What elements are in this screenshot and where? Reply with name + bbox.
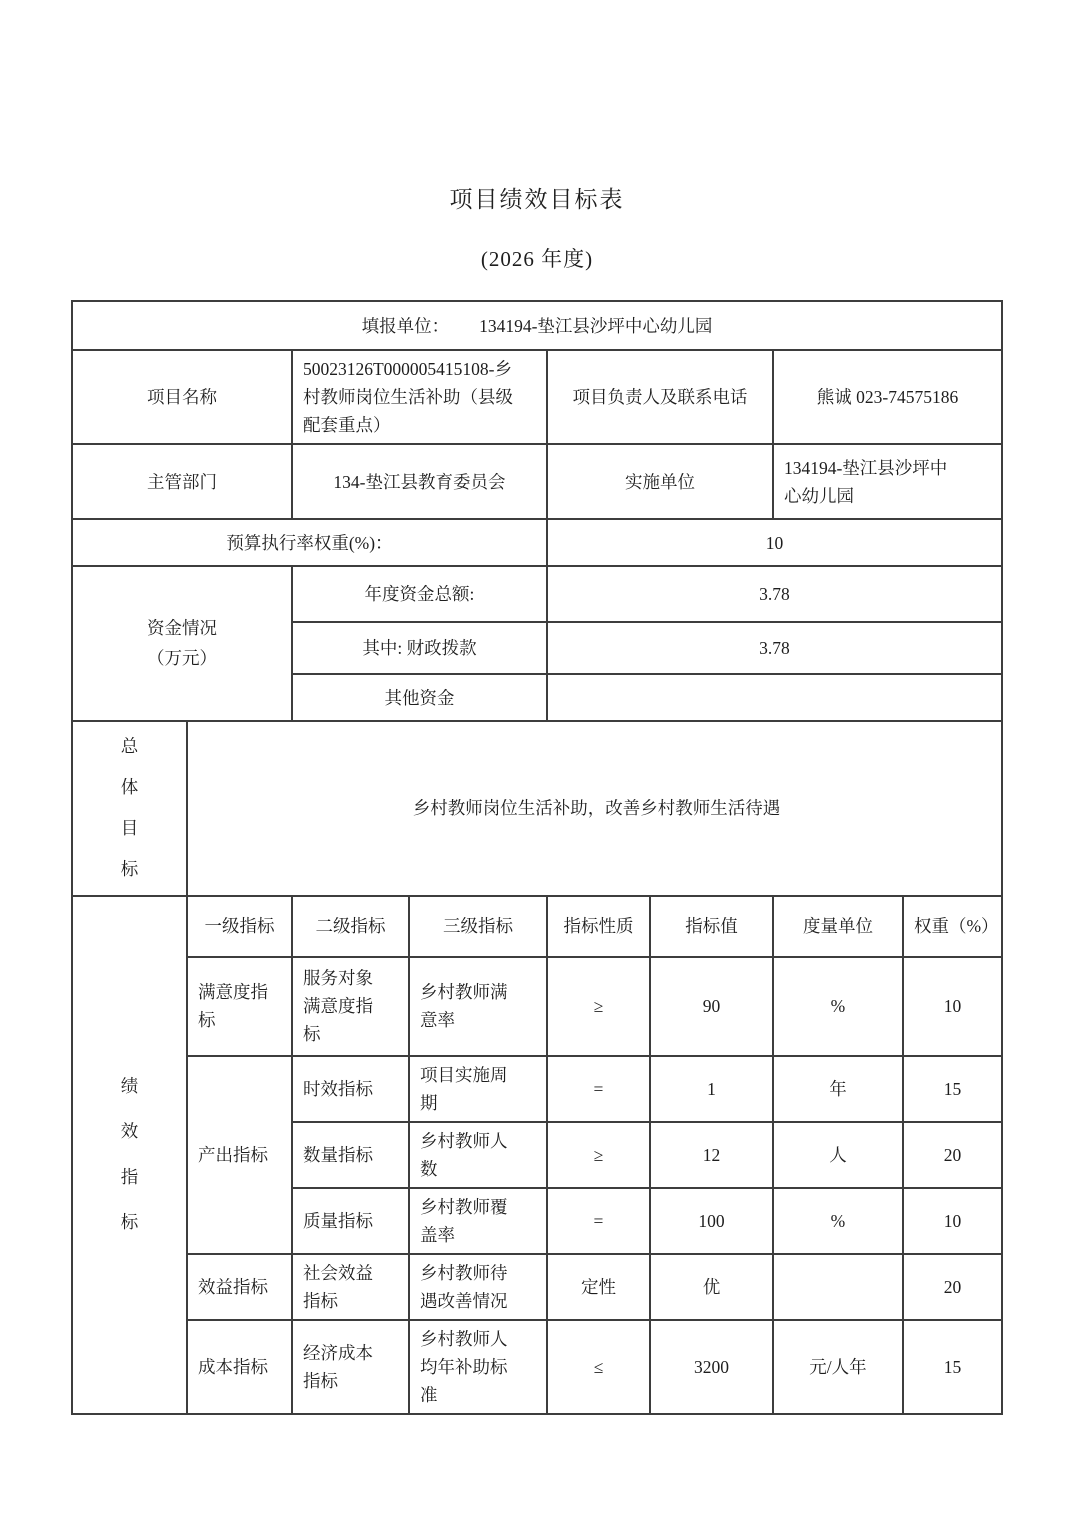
weight-cell: 20 — [903, 1122, 1002, 1188]
header-value-cell: 指标值 — [650, 896, 773, 957]
level3-cell — [409, 1056, 547, 1122]
unit-cell: % — [773, 957, 903, 1056]
level1-text: 产出指标 — [197, 1144, 268, 1165]
funding-fiscal-value-cell: 3.78 — [547, 622, 1002, 674]
nature-cell: = — [547, 1056, 650, 1122]
level3-text: 乡村教师人数 — [419, 1130, 508, 1179]
project-name-row — [72, 350, 1002, 444]
level3-cell — [409, 1188, 547, 1254]
header-level3-cell: 三级指标 — [409, 896, 547, 957]
level3-text: 乡村教师覆盖率 — [419, 1196, 508, 1245]
project-name-value-cell — [292, 350, 547, 444]
nature-cell: ≥ — [547, 957, 650, 1056]
level3-text: 项目实施周期 — [419, 1064, 508, 1113]
nature-cell: ≤ — [547, 1320, 650, 1414]
level2-cell — [292, 1188, 409, 1254]
project-name-label-cell: 项目名称 — [72, 350, 292, 444]
level1-cell — [187, 1254, 292, 1320]
level2-cell — [292, 1320, 409, 1414]
budget-weight-row — [72, 519, 1002, 566]
level1-text: 成本指标 — [197, 1356, 268, 1377]
level2-cell — [292, 1056, 409, 1122]
value-cell: 优 — [650, 1254, 773, 1320]
project-manager-value-cell: 熊诚 023-74575186 — [773, 350, 1002, 444]
unit-cell: 年 — [773, 1056, 903, 1122]
level2-cell — [292, 957, 409, 1056]
header-level1-cell: 一级指标 — [187, 896, 292, 957]
funding-fiscal-label-cell: 其中: 财政拨款 — [292, 622, 547, 674]
indicators-label: 绩效指标 — [120, 1075, 139, 1232]
overall-goal-content-cell: 乡村教师岗位生活补助，改善乡村教师生活待遇 — [187, 721, 1002, 896]
level1-cell — [187, 957, 292, 1056]
level3-text: 乡村教师满意率 — [419, 982, 508, 1030]
report-unit-label: 填报单位： — [361, 315, 450, 336]
project-name-value: 50023126T000005415108-乡村教师岗位生活补助（县级配套重点） — [302, 359, 513, 435]
dept-row — [72, 444, 1002, 519]
dept-value-cell: 134-垫江县教育委员会 — [292, 444, 547, 519]
nature-cell: 定性 — [547, 1254, 650, 1320]
level3-text: 乡村教师人均年补助标准 — [419, 1328, 508, 1405]
page-subtitle: (2026 年度) — [480, 247, 594, 271]
funding-total-value-cell: 3.78 — [547, 566, 1002, 622]
budget-weight-value-cell: 10 — [547, 519, 1002, 566]
level3-cell — [409, 1254, 547, 1320]
report-unit-cell — [72, 301, 1002, 350]
funding-other-value-cell — [547, 674, 1002, 721]
level3-cell — [409, 1122, 547, 1188]
indicators-label-cell — [72, 896, 187, 1414]
indicator-row-satisfaction — [72, 957, 1002, 1056]
impl-value: 134194-垫江县沙坪中心幼儿园 — [783, 457, 948, 506]
level1-text: 效益指标 — [197, 1276, 268, 1297]
nature-cell: = — [547, 1188, 650, 1254]
funding-label-cell — [72, 566, 292, 721]
dept-label-cell: 主管部门 — [72, 444, 292, 519]
header-nature-cell: 指标性质 — [547, 896, 650, 957]
indicator-header-row — [72, 896, 1002, 957]
value-cell: 1 — [650, 1056, 773, 1122]
performance-target-table — [71, 300, 1003, 1415]
level1-cell — [187, 1320, 292, 1414]
value-cell: 12 — [650, 1122, 773, 1188]
value-cell: 100 — [650, 1188, 773, 1254]
level1-cell — [187, 1056, 292, 1254]
budget-weight-label-cell: 预算执行率权重(%)： — [72, 519, 547, 566]
weight-cell: 15 — [903, 1320, 1002, 1414]
level2-text: 质量指标 — [302, 1210, 373, 1231]
weight-cell: 20 — [903, 1254, 1002, 1320]
impl-value-cell — [773, 444, 1002, 519]
impl-label-cell: 实施单位 — [547, 444, 773, 519]
level2-text: 服务对象满意度指标 — [302, 968, 373, 1044]
page-title: 项目绩效目标表 — [449, 187, 625, 212]
weight-cell: 10 — [903, 1188, 1002, 1254]
project-manager-label-cell: 项目负责人及联系电话 — [547, 350, 773, 444]
level3-text: 乡村教师待遇改善情况 — [419, 1262, 508, 1311]
funding-label-line1: 资金情况 — [146, 617, 217, 638]
header-weight-cell: 权重（%） — [903, 896, 1002, 957]
level1-text: 满意度指标 — [197, 982, 268, 1030]
level3-cell — [409, 1320, 547, 1414]
indicator-row-time — [72, 1056, 1002, 1122]
level2-text: 时效指标 — [302, 1078, 373, 1099]
level2-cell — [292, 1122, 409, 1188]
funding-label-line2: （万元） — [146, 647, 217, 668]
level2-text: 数量指标 — [302, 1144, 373, 1165]
indicator-row-cost — [72, 1320, 1002, 1414]
unit-cell: % — [773, 1188, 903, 1254]
value-cell: 90 — [650, 957, 773, 1056]
level2-cell — [292, 1254, 409, 1320]
nature-cell: ≥ — [547, 1122, 650, 1188]
level3-cell — [409, 957, 547, 1056]
funding-total-label-cell: 年度资金总额: — [292, 566, 547, 622]
report-unit-row — [72, 301, 1002, 350]
unit-cell — [773, 1254, 903, 1320]
funding-other-label-cell: 其他资金 — [292, 674, 547, 721]
unit-cell: 元/人年 — [773, 1320, 903, 1414]
header-level2-cell: 二级指标 — [292, 896, 409, 957]
indicator-row-benefit — [72, 1254, 1002, 1320]
overall-goal-label: 总体目标 — [120, 736, 139, 880]
unit-cell: 人 — [773, 1122, 903, 1188]
funding-total-row — [72, 566, 1002, 622]
overall-goal-label-cell — [72, 721, 187, 896]
overall-goal-row — [72, 721, 1002, 896]
level2-text: 社会效益指标 — [302, 1262, 373, 1311]
level2-text: 经济成本指标 — [302, 1342, 373, 1391]
value-cell: 3200 — [650, 1320, 773, 1414]
report-unit-value: 134194-垫江县沙坪中心幼儿园 — [479, 315, 713, 336]
header-unit-cell: 度量单位 — [773, 896, 903, 957]
weight-cell: 15 — [903, 1056, 1002, 1122]
weight-cell: 10 — [903, 957, 1002, 1056]
